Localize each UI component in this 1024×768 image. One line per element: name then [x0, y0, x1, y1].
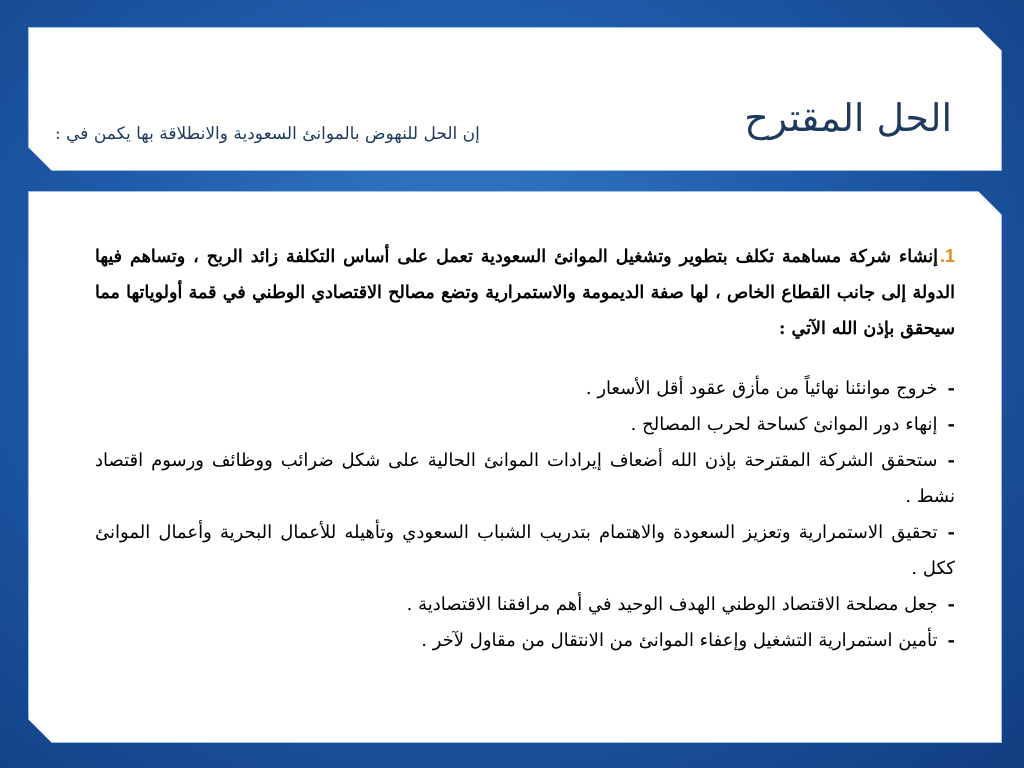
bullet-marker: -: [947, 522, 955, 543]
bullet-text: جعل مصلحة الاقتصاد الوطني الهدف الوحيد في أهم مرافقنا الاقتصادية .: [406, 594, 938, 615]
intro-paragraph: [95, 238, 955, 347]
bullet-marker: -: [947, 414, 955, 435]
bullet-item: [95, 515, 955, 587]
bullet-marker: -: [947, 450, 955, 471]
bullet-item: [95, 623, 955, 659]
bullet-text: تحقيق الاستمرارية وتعزيز السعودة والاهتمام بتدريب الشباب السعودي وتأهيله للأعمال البحرية وأعمال الموانئ ككل .: [95, 522, 955, 579]
intro-text: إنشاء شركة مساهمة تكلف بتطوير وتشغيل الموانئ السعودية تعمل على أساس التكلفة زائد الربح ، وتساهم فيها الدولة إلى جانب القطاع الخاص ، لها صفة الديمومة والاستمرارية وتضع مصالح الاقتصادي الوطني في قمة أولوياتها مما سيحقق بإذن الله الآتي :: [95, 247, 955, 339]
bullet-marker: -: [947, 378, 955, 399]
slide-subtitle: إن الحل للنهوض بالموانئ السعودية والانطلاقة بها يكمن في :: [55, 124, 480, 144]
bullet-item: [95, 407, 955, 443]
bullet-marker: -: [947, 594, 955, 615]
slide-title: الحل المقترح: [744, 96, 952, 140]
slide-body: [95, 238, 955, 659]
intro-number: 1.: [939, 246, 955, 266]
bullet-text: خروج موانئنا نهائياً من مأزق عقود أقل الأسعار .: [585, 378, 938, 399]
bullet-text: تأمين استمرارية التشغيل وإعفاء الموانئ من الانتقال من مقاول لآخر .: [421, 630, 938, 651]
bullet-text: إنهاء دور الموانئ كساحة لحرب المصالح .: [630, 414, 938, 435]
bullet-item: [95, 443, 955, 515]
bullet-text: ستحقق الشركة المقترحة بإذن الله أضعاف إيرادات الموانئ الحالية على شكل ضرائب ووظائف ورسوم اقتصاد نشط .: [95, 450, 955, 507]
bullet-item: [95, 587, 955, 623]
bullet-marker: -: [947, 630, 955, 651]
bullet-item: [95, 371, 955, 407]
